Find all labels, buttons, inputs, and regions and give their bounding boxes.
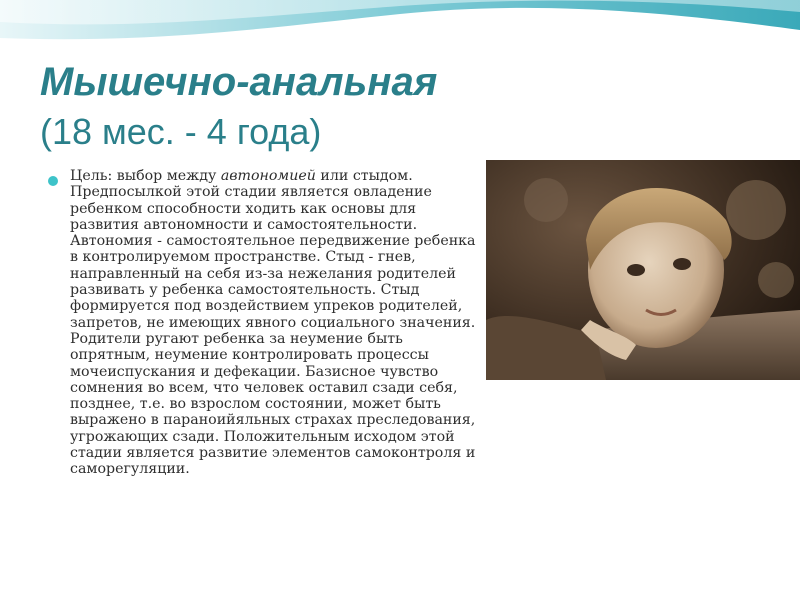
title-age-range: (18 мес. - 4 года): [40, 111, 322, 152]
body-intro: Цель: выбор между: [70, 168, 221, 184]
child-photo-icon: [486, 160, 800, 380]
page-title: [40, 58, 437, 153]
header-wave-decoration: [0, 0, 800, 60]
body-rest: или стыдом. Предпосылкой этой стадии является овладение ребенком способности ходить как основы для развития автономности и самостоятельности. Автономия - самостоятельное передвижение ребенка в контролируемом пространстве. Стыд - гнев, направленный на себя из-за нежелания родителей развивать у ребенка самостоятельность. Стыд формируется под воздействием упреков родителей, запретов, не имеющих явного социального значения. Родители ругают ребенка за неумение быть опрятным, неумение контролировать процессы мочеиспускания и дефекации. Базисное чувство сомнения во всем, что человек оставил сзади себя, позднее, т.е. во взрослом состоянии, может быть выражено в параноийяльных страхах преследования, угрожающих сзади. Положительным исходом этой стадии является развитие элементов самоконтроля и саморегуляции.: [70, 168, 476, 478]
child-photo: [486, 160, 800, 380]
bullet-dot: [48, 176, 58, 186]
body-text: [70, 168, 485, 478]
body-emphasis: автономией: [220, 168, 316, 184]
title-main: Мышечно-анальная: [40, 60, 438, 104]
